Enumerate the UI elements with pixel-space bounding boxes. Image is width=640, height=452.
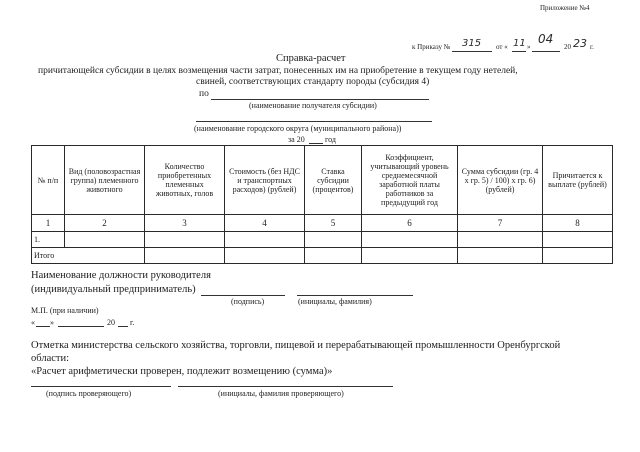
checker-signature-line: [31, 386, 171, 387]
row-label: 1.: [32, 232, 65, 248]
date-day-line: [36, 326, 50, 327]
table-cell: [458, 232, 543, 248]
col-header-animal-type: Вид (половозрастная группа) племенного животного: [65, 146, 145, 215]
col-number: 7: [458, 215, 543, 232]
date-open-quote: «: [31, 318, 35, 327]
col-header-cost: Стоимость (без НДС и транспортных расходов) (рублей): [225, 146, 305, 215]
order-day-line: [512, 51, 526, 52]
date-year-line: [118, 326, 128, 327]
col-header-coefficient: Коэффициент, учитывающий уровень среднемесячной заработной платы работников за предыдущий год: [362, 146, 458, 215]
col-number: 1: [32, 215, 65, 232]
district-line: [196, 121, 432, 122]
order-prefix: к Приказу №: [412, 43, 451, 51]
col-header-quantity: Количество приобретенных племенных животных, голов: [145, 146, 225, 215]
order-from: от «: [496, 43, 508, 51]
signature-line: [201, 295, 285, 296]
total-label: Итого: [32, 248, 145, 264]
checker-name-line: [178, 386, 393, 387]
order-month: 04: [538, 32, 554, 46]
column-number-row: [32, 215, 613, 232]
recipient-line: [211, 99, 429, 100]
col-number: 5: [305, 215, 362, 232]
table-total-row: [32, 248, 613, 264]
date-year-prefix: 20: [107, 318, 115, 327]
date-year-suffix: г.: [130, 318, 135, 327]
order-year-prefix: 20: [564, 43, 571, 51]
table-header-row: [32, 146, 613, 215]
col-header-subsidy-sum: Сумма субсидии (гр. 4 х гр. 5) / 100) х гр. 6) (рублей): [458, 146, 543, 215]
ministry-note-1: Отметка министерства сельского хозяйства, торговли, пищевой и перерабатывающей промышленности Оренбургской: [31, 340, 561, 351]
appendix-label: Приложение №4: [540, 4, 590, 12]
table-cell: [543, 232, 613, 248]
ministry-note-2: области:: [31, 353, 70, 364]
recipient-prefix: по: [199, 89, 209, 99]
year-line: [309, 143, 323, 144]
order-number: 315: [462, 38, 482, 49]
district-caption: (наименование городского округа (муниципального района)): [194, 124, 402, 133]
name-caption: (инициалы, фамилия): [298, 297, 372, 306]
order-mid: »: [527, 43, 531, 51]
date-close-quote: »: [50, 318, 54, 327]
subsidy-table: [31, 145, 613, 264]
title-line-2: причитающейся субсидии в целях возмещения части затрат, понесенных им на приобретение в текущем году нетелей,: [38, 66, 518, 76]
checker-signature-caption: (подпись проверяющего): [46, 389, 132, 398]
order-day: 11: [513, 38, 526, 49]
checker-name-caption: (инициалы, фамилия проверяющего): [218, 389, 344, 398]
col-number: 4: [225, 215, 305, 232]
table-cell: [225, 232, 305, 248]
stamp-label: М.П. (при наличии): [31, 306, 99, 315]
position-label-1: Наименование должности руководителя: [31, 270, 211, 281]
table-cell: [305, 248, 362, 264]
name-line: [297, 295, 413, 296]
table-cell: [145, 248, 225, 264]
year-suffix: год: [325, 135, 336, 144]
table-row: [32, 232, 613, 248]
order-year-suffix: г.: [590, 43, 594, 51]
col-number: 3: [145, 215, 225, 232]
col-header-number: № п/п: [32, 146, 65, 215]
table-cell: [543, 248, 613, 264]
order-year: 23: [573, 37, 587, 50]
col-number: 6: [362, 215, 458, 232]
order-month-line: [532, 51, 560, 52]
table-cell: [145, 232, 225, 248]
recipient-caption: (наименование получателя субсидии): [249, 101, 377, 110]
table-cell: [225, 248, 305, 264]
col-header-rate: Ставка субсидии (процентов): [305, 146, 362, 215]
date-month-line: [58, 326, 104, 327]
position-label-2: (индивидуальный предприниматель): [31, 284, 196, 295]
ministry-checked-text: «Расчет арифметически проверен, подлежит возмещению (сумма)»: [31, 366, 333, 377]
year-prefix: за 20: [288, 135, 305, 144]
table-cell: [305, 232, 362, 248]
signature-caption: (подпись): [231, 297, 265, 306]
title-line-3: свиней, соответствующих стандарту породы (субсидия 4): [196, 77, 430, 87]
table-cell: [362, 232, 458, 248]
col-number: 8: [543, 215, 613, 232]
col-number: 2: [65, 215, 145, 232]
col-header-payable: Причитается к выплате (рублей): [543, 146, 613, 215]
order-number-line: [452, 51, 492, 52]
table-cell: [65, 232, 145, 248]
document-title: Справка-расчет: [276, 53, 346, 64]
table-cell: [362, 248, 458, 264]
table-cell: [458, 248, 543, 264]
